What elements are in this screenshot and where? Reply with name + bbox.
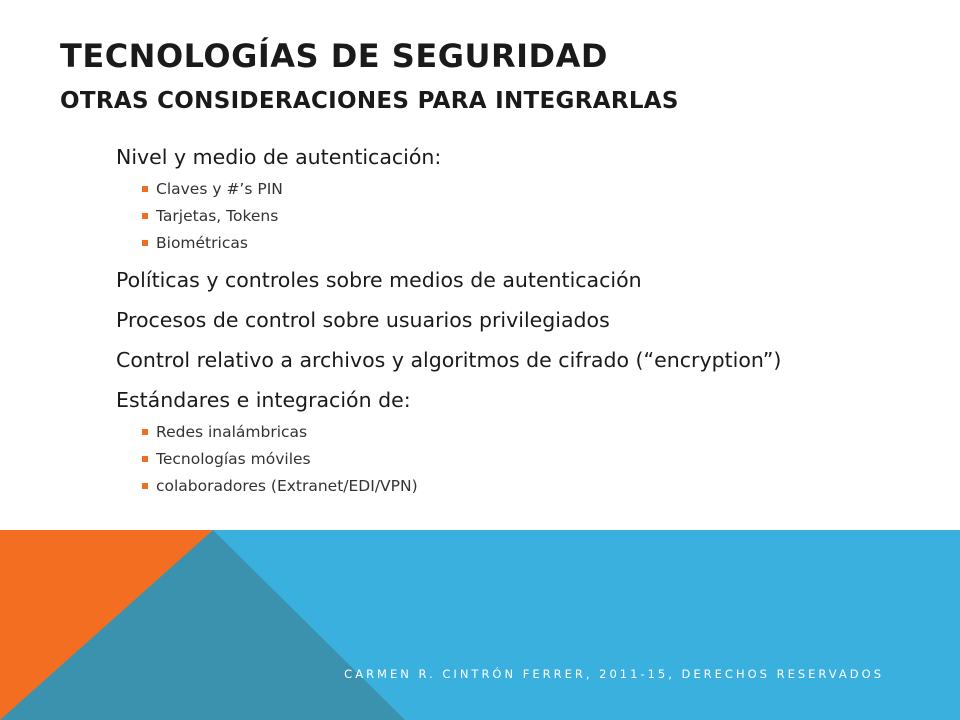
- bullet-authentication: Nivel y medio de autenticación:: [116, 145, 442, 169]
- sub-bullet-item: [142, 449, 936, 470]
- sub-bullet-item: [142, 422, 936, 443]
- bullet-policies: Políticas y controles sobre medios de autenticación: [116, 268, 642, 292]
- sub-bullet-text: Redes inalámbricas: [156, 423, 308, 441]
- bullet-privileged-users: Procesos de control sobre usuarios privilegiados: [116, 308, 610, 332]
- bullet-standards: Estándares e integración de:: [116, 388, 411, 412]
- slide-subtitle: OTRAS CONSIDERACIONES PARA INTEGRARLAS: [60, 88, 679, 114]
- bullet-square-icon: [142, 240, 148, 246]
- bullet-square-icon: [142, 483, 148, 489]
- bullet-encryption: Control relativo a archivos y algoritmos de cifrado (“encryption”): [116, 348, 782, 372]
- sub-bullet-text: Biométricas: [156, 234, 248, 252]
- slide-title: TECNOLOGÍAS DE SEGURIDAD: [60, 37, 608, 75]
- sub-bullet-text: Claves y #’s PIN: [156, 180, 283, 198]
- sub-bullet-item: [142, 476, 936, 497]
- sub-bullet-text: colaboradores (Extranet/EDI/VPN): [156, 477, 418, 495]
- sub-bullet-text: Tarjetas, Tokens: [156, 207, 279, 225]
- slide-body: [116, 143, 936, 509]
- sub-bullet-item: [142, 233, 936, 254]
- bullet-square-icon: [142, 429, 148, 435]
- footer-copyright: CARMEN R. CINTRÓN FERRER, 2011-15, DERECHOS RESERVADOS: [344, 667, 884, 681]
- sub-bullet-text: Tecnologías móviles: [156, 450, 311, 468]
- bullet-square-icon: [142, 186, 148, 192]
- standards-sublist: [142, 422, 936, 497]
- sub-bullet-item: [142, 206, 936, 227]
- sub-bullet-item: [142, 179, 936, 200]
- bullet-square-icon: [142, 213, 148, 219]
- authentication-sublist: [142, 179, 936, 254]
- bullet-square-icon: [142, 456, 148, 462]
